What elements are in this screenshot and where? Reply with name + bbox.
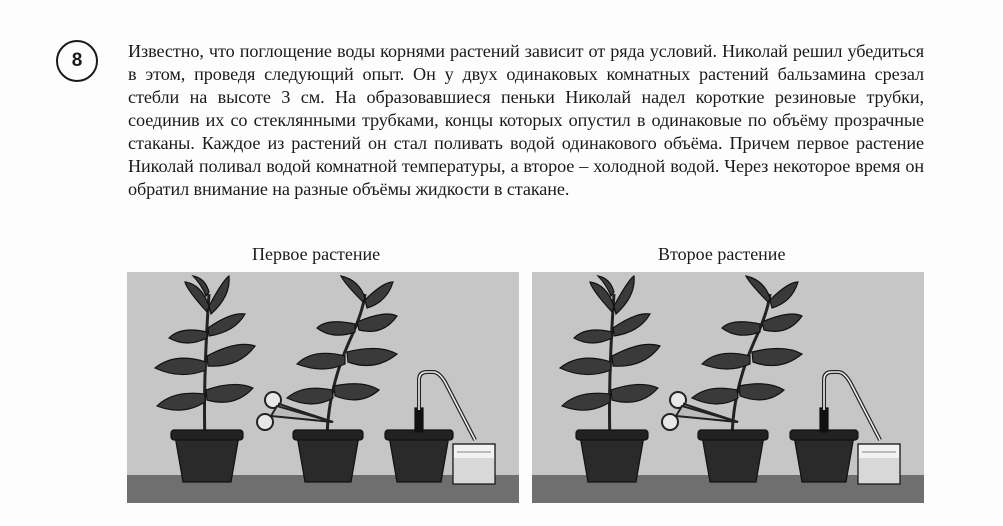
glass-beaker: [453, 444, 495, 484]
glass-beaker: [858, 444, 900, 484]
question-number: [56, 40, 98, 82]
figure-caption-first: Первое растение: [252, 244, 381, 264]
figure-first-plant: [127, 272, 519, 503]
figure-caption-second: Второе растение: [658, 244, 786, 264]
experiment-illustration: [532, 272, 924, 503]
question-number-text: 8: [71, 50, 83, 71]
question-text: Известно, что поглощение воды корнями растений зависит от ряда условий. Николай решил убедиться в этом, проведя следующий опыт. Он у двух одинаковых комнатных растений бальзамина срезал стебли на высоте 3 см. На образовавшиеся пеньки Николай надел короткие резиновые трубки, соединив их со стеклянными трубками, концы которых опустил в одинаковые по объёму прозрачные стаканы. Каждое из растений он стал поливать водой одинакового объёма. Причем первое растение Николай поливал водой комнатной температуры, а второе – холодной водой. Через некоторое время он обратил внимание на разные объёмы жидкости в стакане.: [128, 41, 924, 199]
figure-second-plant: [532, 272, 924, 503]
experiment-illustration: [127, 272, 519, 503]
